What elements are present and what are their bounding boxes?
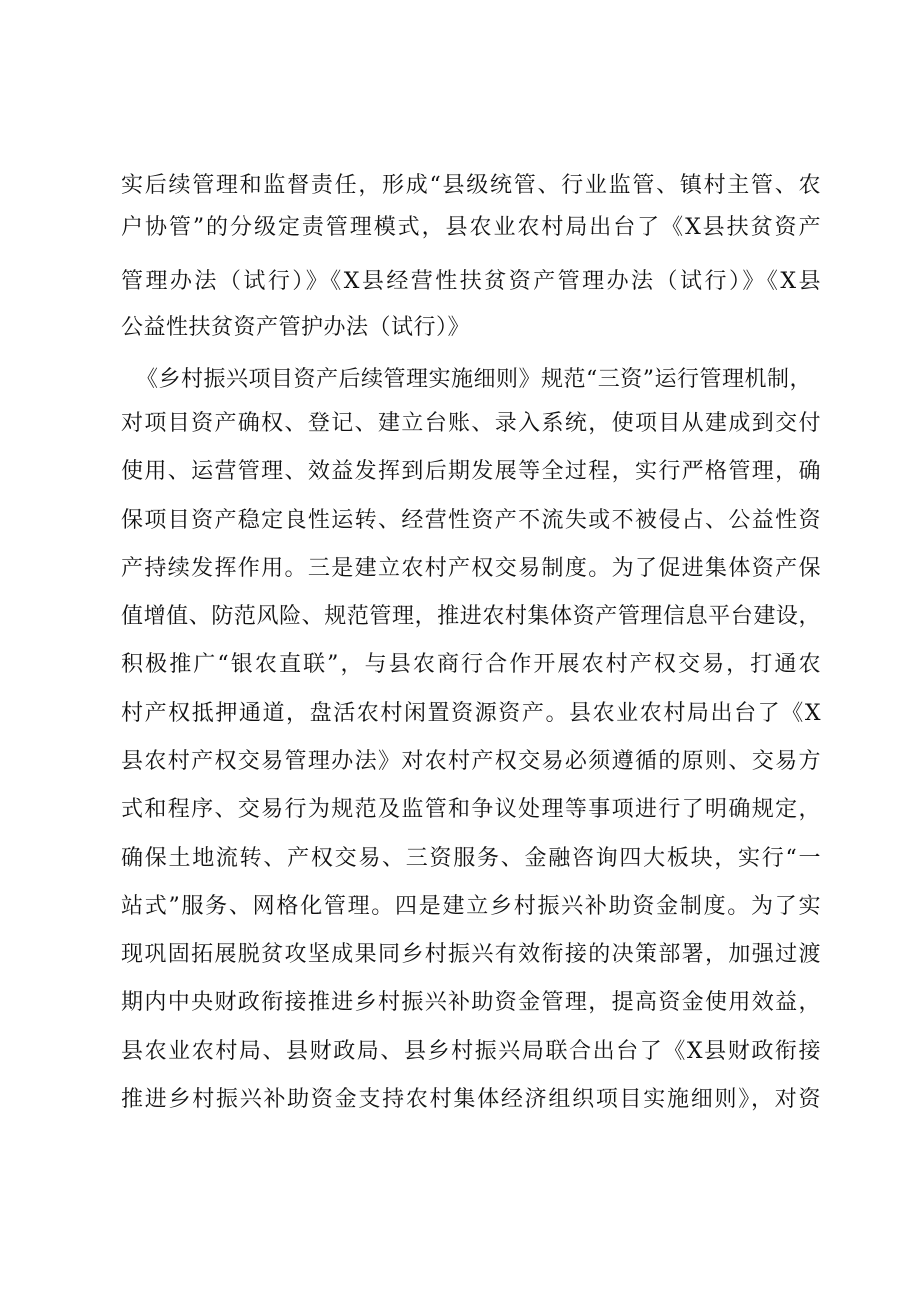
- text-line: 对项目资产确权、登记、建立台账、录入系统，使项目从建成到交付: [121, 411, 821, 436]
- text-line: 公益性扶贫资产管护办法（试行）》: [121, 315, 471, 340]
- text-line: 积极推广“银农直联”，与县农商行合作开展农村产权交易，打通农: [121, 652, 821, 677]
- text-line: 管理办法（试行）》《X县经营性扶贫资产管理办法（试行）》《X县: [121, 269, 821, 294]
- text-line: 保项目资产稳定良性运转、经营性资产不流失或不被侵占、公益性资: [121, 508, 821, 533]
- text-line: 《乡村振兴项目资产后续管理实施细则》规范“三资”运行管理机制，: [136, 367, 812, 392]
- text-line: 实后续管理和监督责任，形成“县级统管、行业监管、镇村主管、农: [121, 173, 821, 198]
- text-line: 村产权抵押通道，盘活农村闲置资源资产。县农业农村局出台了《X: [121, 701, 821, 726]
- text-line: 现巩固拓展脱贫攻坚成果同乡村振兴有效衔接的决策部署，加强过渡: [121, 942, 821, 967]
- text-line: 县农业农村局、县财政局、县乡村振兴局联合出台了《X县财政衔接: [121, 1039, 821, 1064]
- text-line: 户协管”的分级定责管理模式，县农业农村局出台了《X县扶贫资产: [121, 215, 821, 240]
- text-line: 推进乡村振兴补助资金支持农村集体经济组织项目实施细则》，对资: [121, 1087, 821, 1112]
- text-line: 式和程序、交易行为规范及监管和争议处理等事项进行了明确规定，: [121, 797, 821, 822]
- text-line: 站式”服务、网格化管理。四是建立乡村振兴补助资金制度。为了实: [121, 894, 821, 919]
- text-line: 确保土地流转、产权交易、三资服务、金融咨询四大板块，实行“一: [121, 846, 821, 871]
- text-line: 产持续发挥作用。三是建立农村产权交易制度。为了促进集体资产保: [121, 556, 821, 581]
- text-line: 使用、运营管理、效益发挥到后期发展等全过程，实行严格管理，确: [121, 459, 821, 484]
- text-line: 期内中央财政衔接推进乡村振兴补助资金管理，提高资金使用效益，: [121, 990, 821, 1015]
- text-line: 县农村产权交易管理办法》对农村产权交易必须遵循的原则、交易方: [121, 749, 821, 774]
- text-line: 值增值、防范风险、规范管理，推进农村集体资产管理信息平台建设，: [121, 604, 821, 629]
